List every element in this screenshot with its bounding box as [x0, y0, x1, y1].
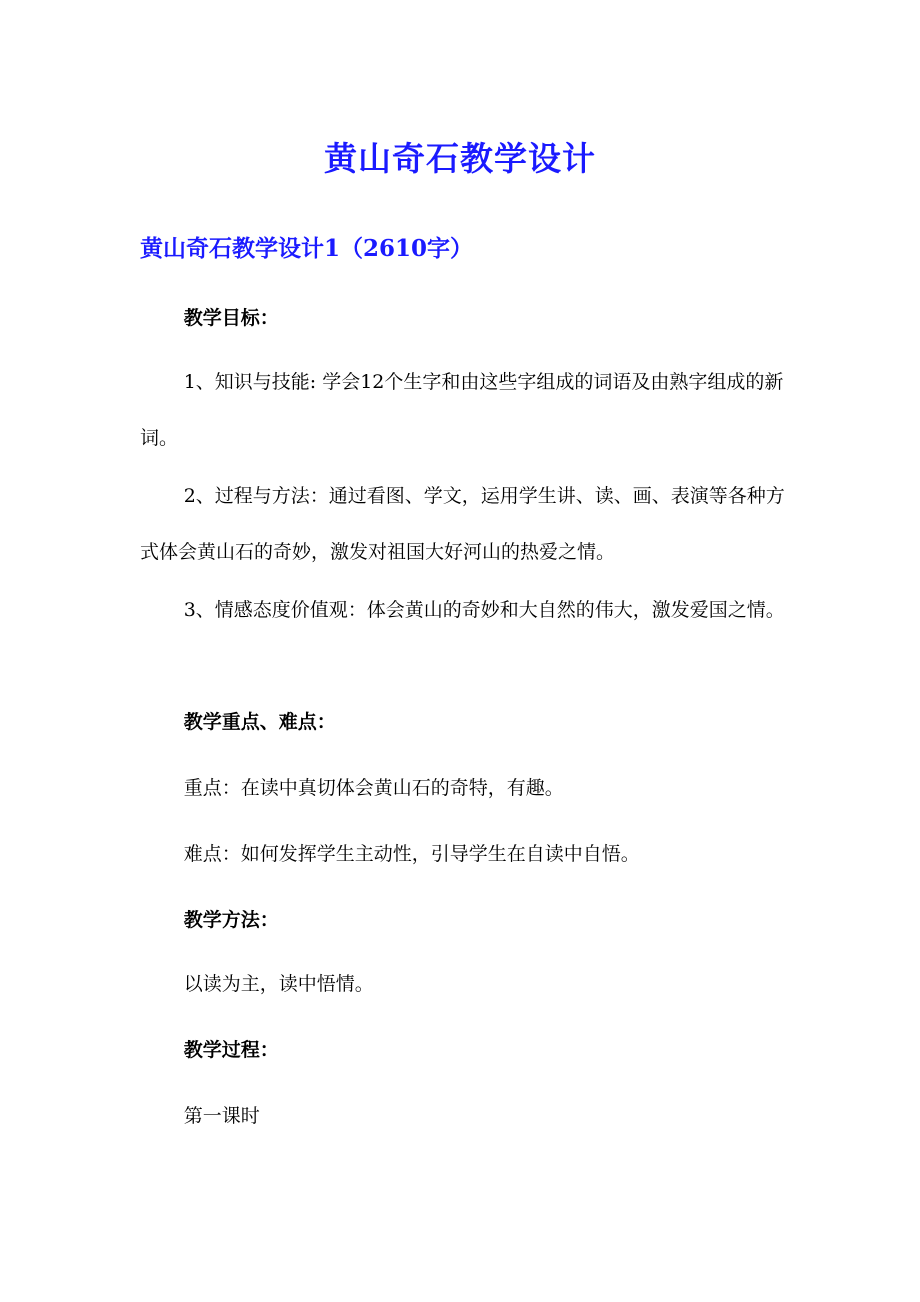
document-title: 黄山奇石教学设计 — [324, 139, 596, 178]
difficult-point-text: 难点：如何发挥学生主动性，引导学生在自读中自悟。 — [183, 843, 640, 865]
section-heading: 黄山奇石教学设计1（2610字） — [140, 235, 474, 262]
key-point-text: 重点：在读中真切体会黄山石的奇特，有趣。 — [183, 777, 564, 799]
goal-emotion-values: 3、情感态度价值观：体会黄山的奇妙和大自然的伟大，激发爱国之情。 — [183, 599, 785, 621]
key-difficult-points-heading: 教学重点、难点： — [183, 711, 336, 733]
goal-process-method: 2、过程与方法：通过看图、学文，运用学生讲、读、画、表演等各种方式体会黄山石的奇妙，激发对祖国大好河山的热爱之情。 — [140, 485, 785, 563]
goal-knowledge-skills: 1、知识与技能: 学会12个生字和由这些字组成的词语及由熟字组成的新词。 — [140, 371, 784, 449]
teaching-method-heading: 教学方法： — [183, 909, 279, 931]
first-lesson-label: 第一课时 — [183, 1105, 260, 1127]
teaching-method-text: 以读为主，读中悟情。 — [183, 973, 374, 995]
teaching-goals-heading: 教学目标： — [183, 307, 279, 329]
teaching-process-heading: 教学过程： — [183, 1039, 279, 1061]
